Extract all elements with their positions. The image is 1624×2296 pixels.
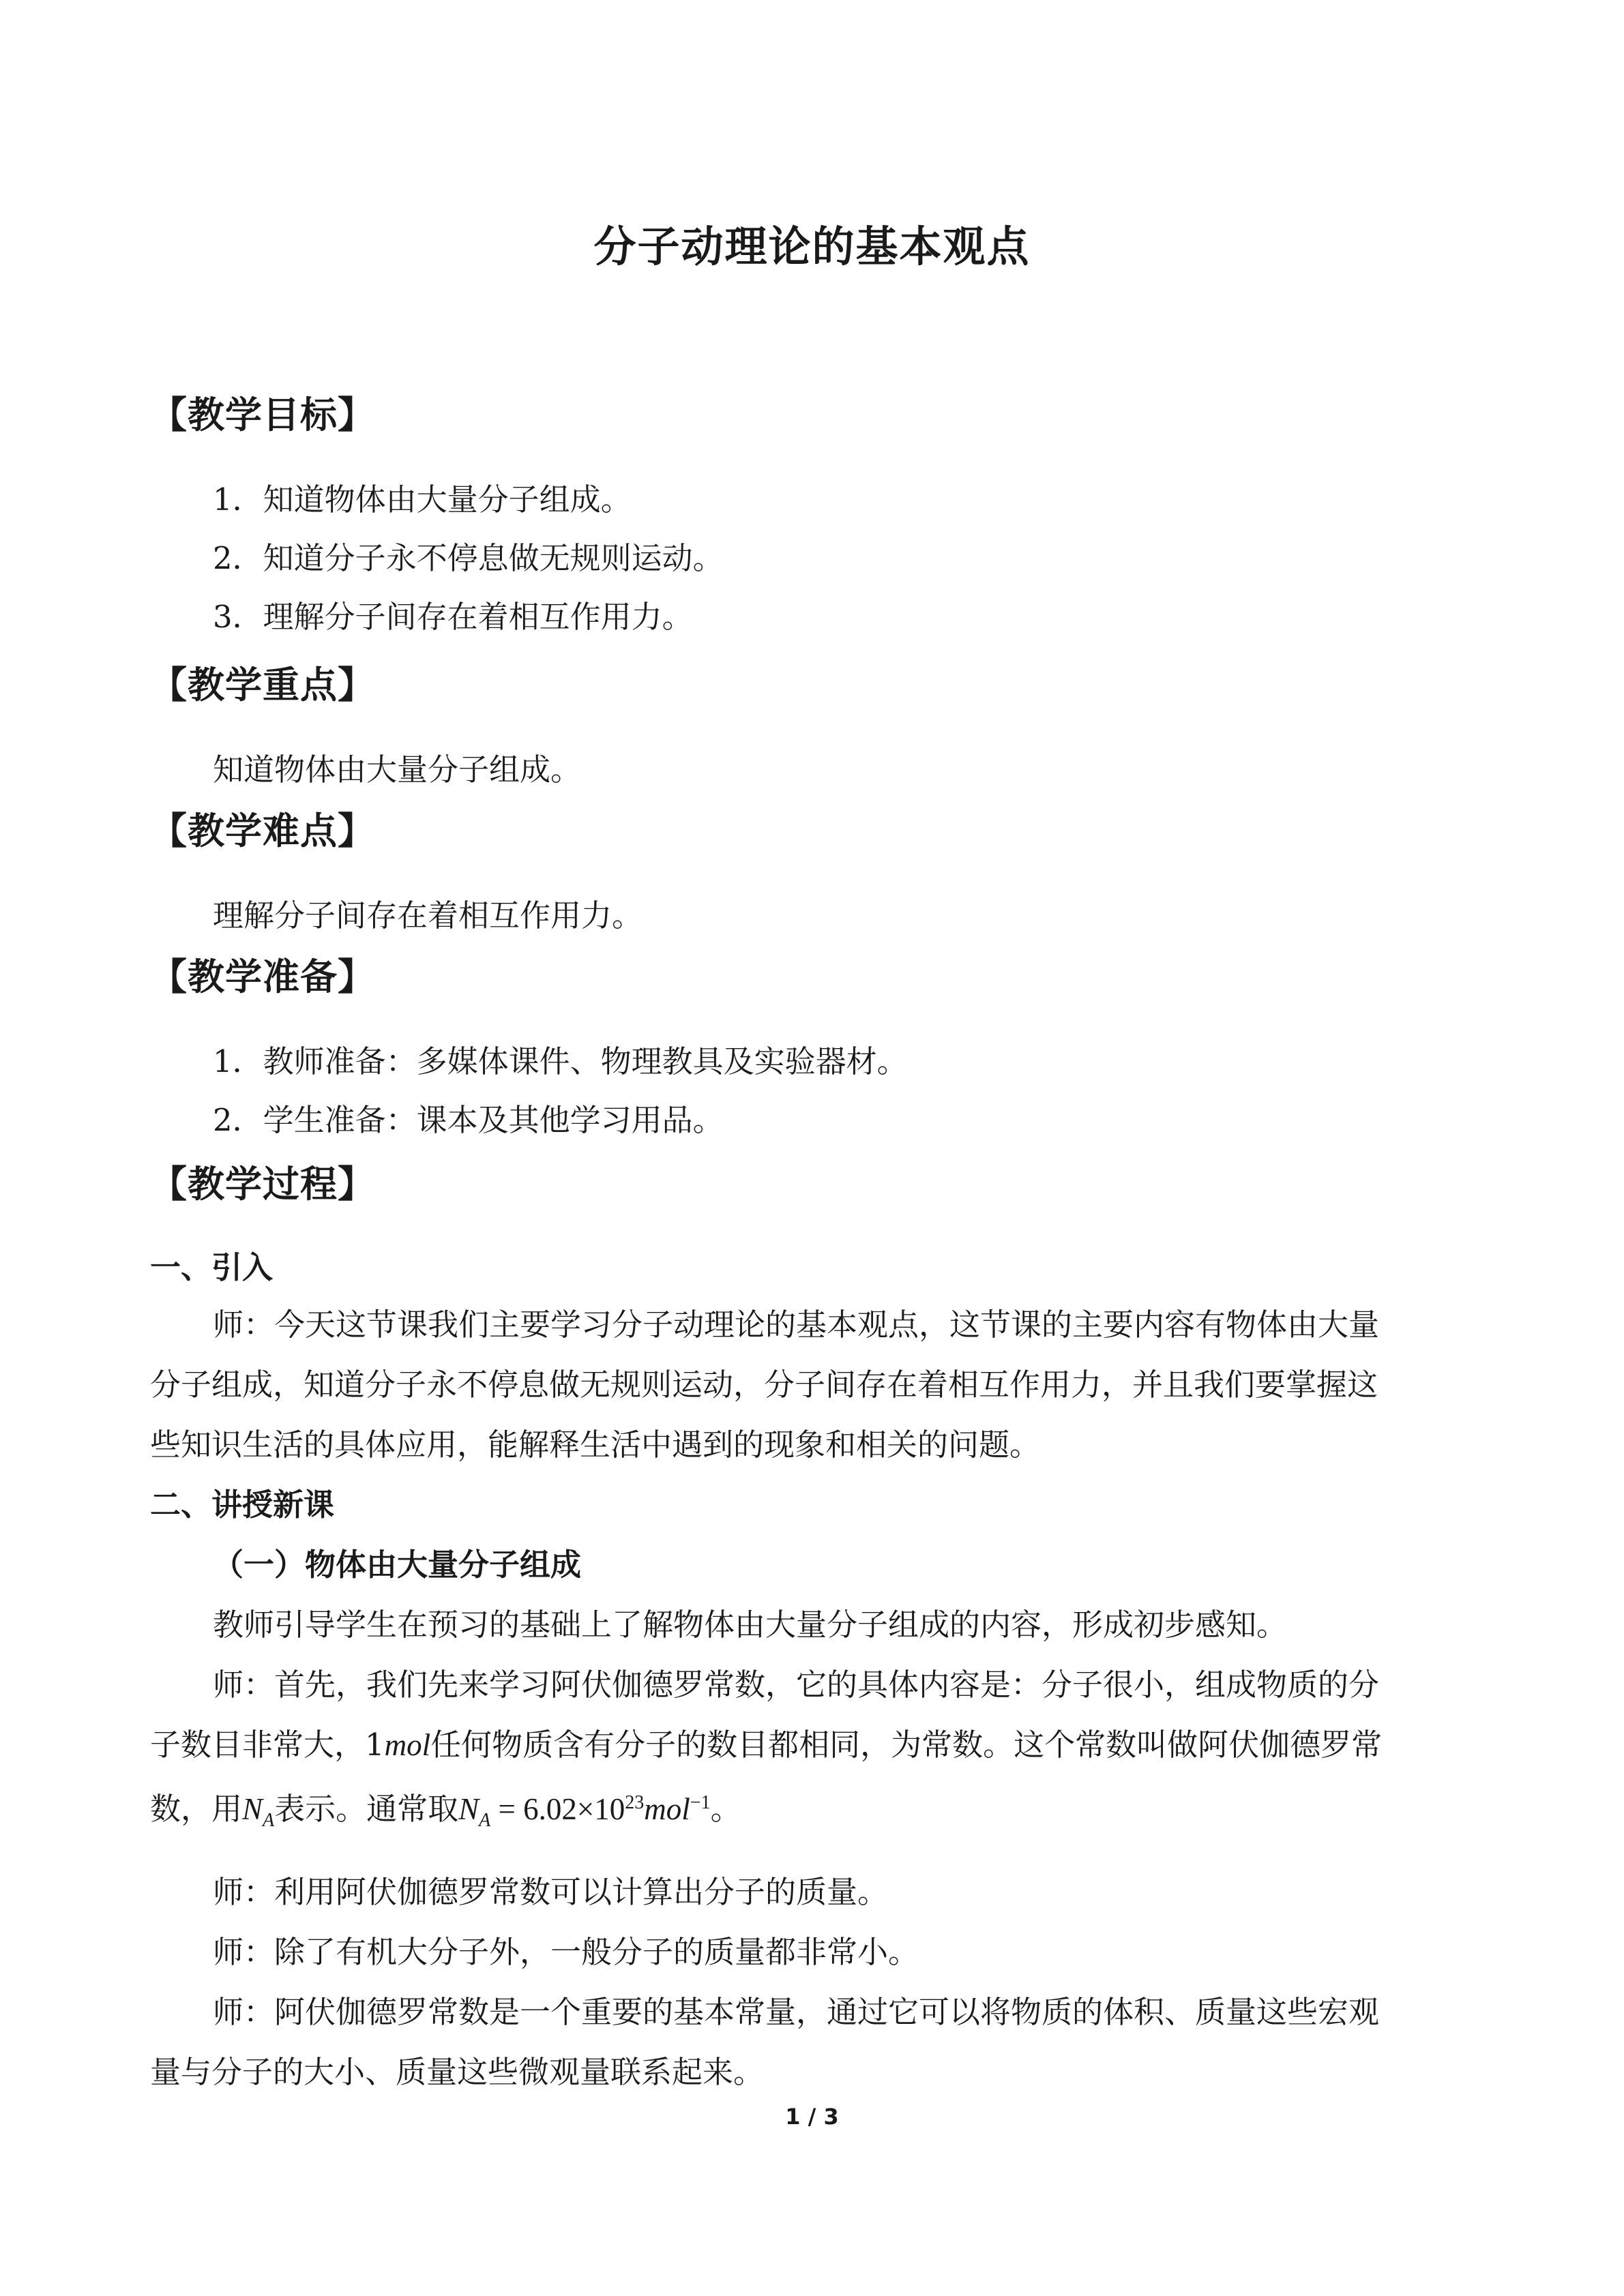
difficulties-heading: 【教学难点】 bbox=[150, 809, 375, 852]
intro-line-1: 师：今天这节课我们主要学习分子动理论的基本观点，这节课的主要内容有物体由大量 bbox=[213, 1307, 1380, 1343]
paragraph-avogadro-line-3 bbox=[150, 1784, 741, 1832]
new-lesson-heading: 二、讲授新课 bbox=[150, 1487, 335, 1523]
paragraph-constant-line-2: 量与分子的大小、质量这些微观量联系起来。 bbox=[150, 2054, 765, 2090]
avogadro-line-3-start: 数，用 bbox=[150, 1791, 243, 1827]
paragraph-avogadro-line-1: 师：首先，我们先来学习阿伏伽德罗常数，它的具体内容是：分子很小，组成物质的分 bbox=[213, 1667, 1380, 1703]
document-title: 分子动理论的基本观点 bbox=[593, 222, 1031, 271]
intro-heading: 一、引入 bbox=[150, 1249, 274, 1285]
avogadro-formula: $N_A = 6.02\times 10^{23}mol^{-1}$ bbox=[458, 1792, 711, 1831]
avogadro-line-3-mid: 表示。通常取 bbox=[274, 1791, 459, 1827]
avogadro-line-2-start: 子数目非常大，1 bbox=[150, 1727, 385, 1763]
avogadro-line-2-end: 任何物质含有分子的数目都相同，为常数。这个常数叫做阿伏伽德罗常 bbox=[430, 1727, 1383, 1763]
objective-item-1: 1．知道物体由大量分子组成。 bbox=[213, 481, 632, 518]
mol-unit: mol bbox=[384, 1728, 431, 1762]
preparation-item-2: 2．学生准备：课本及其他学习用品。 bbox=[213, 1102, 724, 1138]
objective-item-2: 2．知道分子永不停息做无规则运动。 bbox=[213, 540, 724, 576]
paragraph-avogadro-line-2 bbox=[150, 1720, 1382, 1764]
key-points-text: 知道物体由大量分子组成。 bbox=[213, 751, 582, 788]
avogadro-line-3-end: 。 bbox=[710, 1791, 741, 1827]
intro-line-2: 分子组成，知道分子永不停息做无规则运动，分子间存在着相互作用力，并且我们要掌握这 bbox=[150, 1367, 1378, 1403]
paragraph-small-mass: 师：除了有机大分子外，一般分子的质量都非常小。 bbox=[213, 1934, 919, 1970]
paragraph-guide: 教师引导学生在预习的基础上了解物体由大量分子组成的内容，形成初步感知。 bbox=[213, 1607, 1288, 1643]
objectives-heading: 【教学目标】 bbox=[150, 393, 375, 436]
process-heading: 【教学过程】 bbox=[150, 1163, 375, 1206]
paragraph-molecule-mass: 师：利用阿伏伽德罗常数可以计算出分子的质量。 bbox=[213, 1874, 889, 1910]
page-number: 1 / 3 bbox=[785, 2104, 839, 2130]
difficulties-text: 理解分子间存在着相互作用力。 bbox=[213, 897, 643, 934]
new-lesson-subheading: （一）物体由大量分子组成 bbox=[213, 1547, 582, 1583]
intro-line-3: 些知识生活的具体应用，能解释生活中遇到的现象和相关的问题。 bbox=[150, 1427, 1041, 1463]
preparation-heading: 【教学准备】 bbox=[150, 955, 375, 998]
key-points-heading: 【教学重点】 bbox=[150, 664, 375, 706]
symbol-NA: $N_A$ bbox=[242, 1792, 275, 1831]
objective-item-3: 3．理解分子间存在着相互作用力。 bbox=[213, 599, 693, 635]
paragraph-constant-line-1: 师：阿伏伽德罗常数是一个重要的基本常量，通过它可以将物质的体积、质量这些宏观 bbox=[213, 1994, 1380, 2030]
preparation-item-1: 1．教师准备：多媒体课件、物理教具及实验器材。 bbox=[213, 1043, 908, 1079]
